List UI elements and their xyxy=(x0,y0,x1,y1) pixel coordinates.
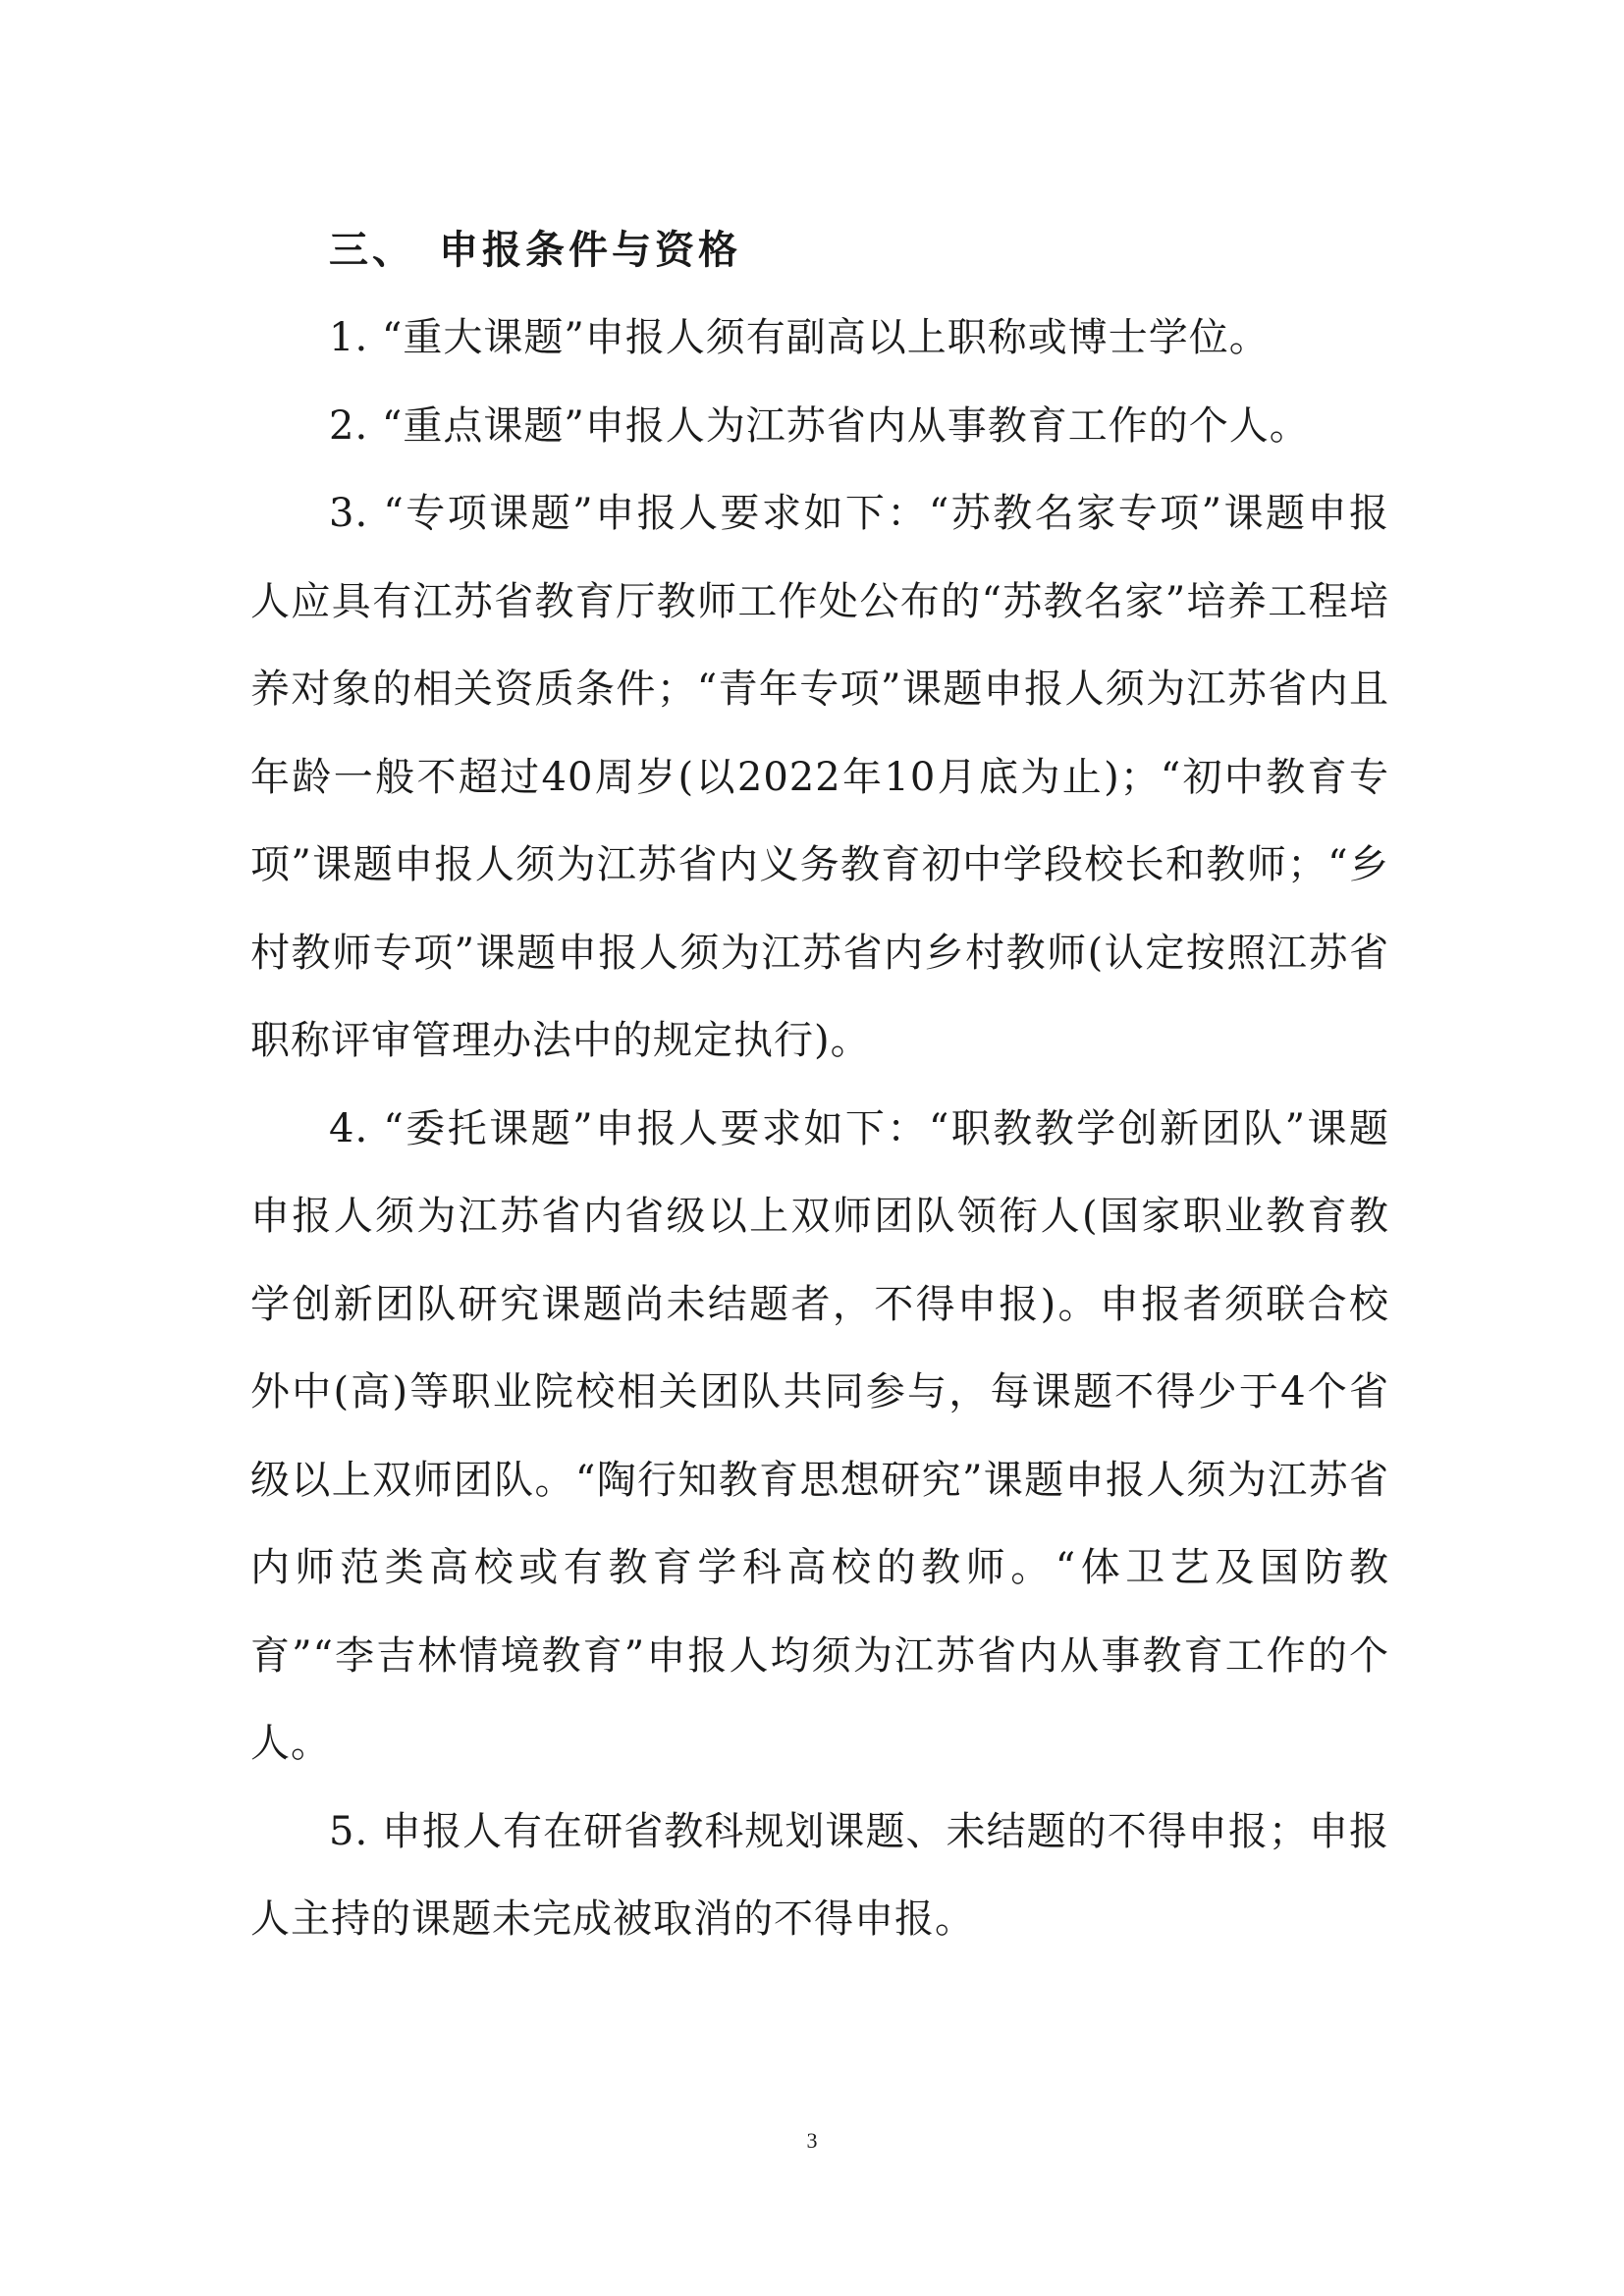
paragraph-2: 2. “重点课题”申报人为江苏省内从事教育工作的个人。 xyxy=(329,402,1310,449)
paragraph-3: 3. “专项课题”申报人要求如下：“苏教名家专项”课题申报人应具有江苏省教育厅教师工作处公布的“苏教名家”培养工程培养对象的相关资质条件；“青年专项”课题申报人须为江苏省内且年龄一般不超过40周岁(以2022年10月底为止)；“初中教育专项”课题申报人须为江苏省内义务教育初中学段校长和教师；“乡村教师专项”课题申报人须为江苏省内乡村教师(认定按照江苏省职称评审管理办法中的规定执行)。 xyxy=(250,491,1389,1063)
document-page xyxy=(250,206,1389,1964)
section-heading: 三、 申报条件与资格 xyxy=(329,228,741,273)
paragraph-4: 4. “委托课题”申报人要求如下：“职教教学创新团队”课题申报人须为江苏省内省级以上双师团队领衔人(国家职业教育教学创新团队研究课题尚未结题者，不得申报)。申报者须联合校外中(高)等职业院校相关团队共同参与，每课题不得少于4个省级以上双师团队。“陶行知教育思想研究”课题申报人须为江苏省内师范类高校或有教育学科高校的教师。“体卫艺及国防教育”“李吉林情境教育”申报人均须为江苏省内从事教育工作的个人。 xyxy=(250,1105,1389,1766)
paragraph-5: 5. 申报人有在研省教科规划课题、未结题的不得申报；申报人主持的课题未完成被取消的不得申报。 xyxy=(250,1808,1389,1942)
paragraph-1: 1. “重大课题”申报人须有副高以上职称或博士学位。 xyxy=(329,315,1270,360)
page-number: 3 xyxy=(806,2128,818,2153)
